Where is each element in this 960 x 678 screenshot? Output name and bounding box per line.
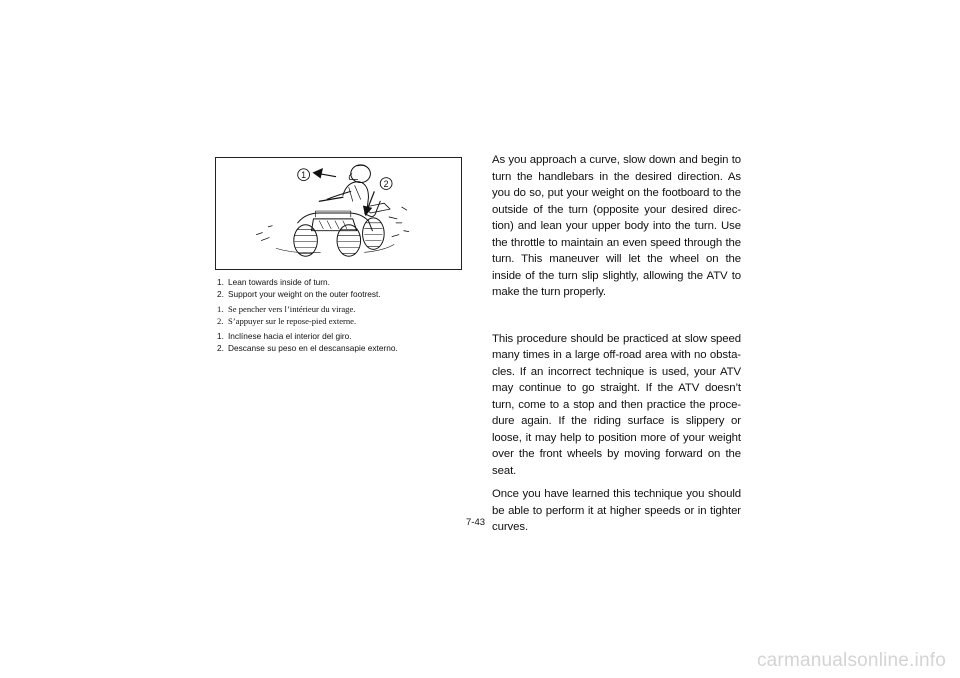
caption-spanish [217,330,467,354]
caption-item [217,342,467,354]
atv-turn-illustration [215,157,462,270]
page-number: 7-43 [466,517,486,528]
callout-1: 1 [301,170,307,181]
caption-text: Se pencher vers l’intérieur du virage. [228,304,356,314]
caption-text: Support your weight on the outer footrest. [228,289,381,299]
body-paragraph: This procedure should be practiced at slow speed many times in a large off-road area with no obsta- cles. If an incorrect technique is used, your ATV may continue to go straight. If the ATV doesn’t turn, come to a stop and then practice the proce- dure again. If the riding surface is slippery or loose, it may help to position more of your weight over the front wheels by moving forward on the seat. [492,332,741,477]
caption-number: 2. [217,343,224,353]
caption-item [217,303,467,315]
caption-item [217,276,467,288]
caption-text: Descanse su peso en el descansapie externo. [228,343,398,353]
caption-text: Lean towards inside of turn. [228,277,330,287]
watermark: carmanualsonline.info [756,650,946,671]
body-paragraph: Once you have learned this technique you should be able to perform it at higher speeds or in tighter curves. [492,488,741,533]
figure-captions [217,276,467,357]
caption-number: 1. [217,304,224,314]
caption-number: 1. [217,277,224,287]
caption-number: 2. [217,289,224,299]
caption-item [217,330,467,342]
body-text-column [492,152,741,536]
callout-2: 2 [383,178,389,189]
caption-text: Inclínese hacia el interior del giro. [228,331,352,341]
caption-number: 2. [217,316,224,326]
caption-item [217,288,467,300]
caption-item [217,315,467,327]
caption-text: S’appuyer sur le repose-pied externe. [228,316,357,326]
caption-french [217,303,467,327]
caption-number: 1. [217,331,224,341]
caption-english [217,276,467,300]
atv-rider-icon [216,158,461,269]
body-paragraph: As you approach a curve, slow down and begin to turn the handlebars in the desired direction. As you do so, put your weight on the footboard to the outside of the turn (opposite your desired direc- tion) and lean your upper body into the turn. Use the throttle to maintain an even speed through the turn. This maneuver will let the wheel on the inside of the turn slip slightly, allowing the ATV to make the turn properly. [492,154,741,298]
